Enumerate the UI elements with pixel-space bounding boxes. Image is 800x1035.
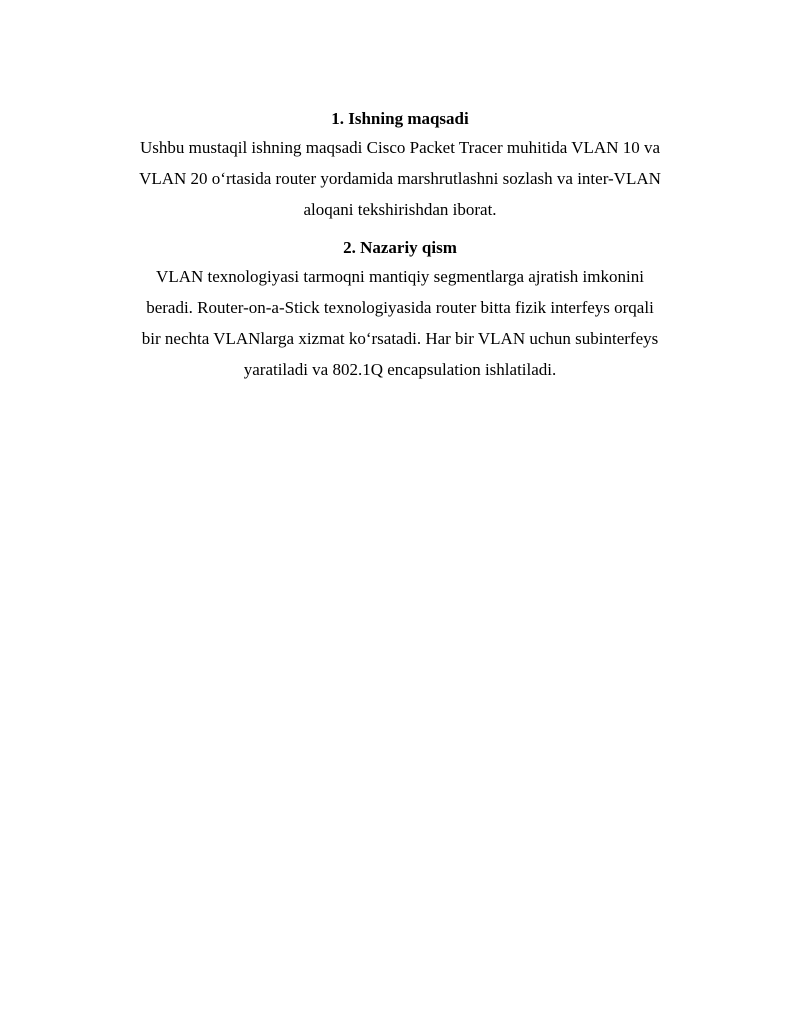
- paragraph-line: VLAN texnologiyasi tarmoqni mantiqiy segmentlarga ajratish imkonini: [156, 267, 644, 286]
- section-paragraph-purpose: [110, 132, 690, 225]
- paragraph-line: bir nechta VLANlarga xizmat ko‘rsatadi. Har bir VLAN uchun subinterfeys: [141, 329, 659, 348]
- section-heading-theory: 2. Nazariy qism: [343, 238, 457, 257]
- paragraph-line: aloqani tekshirishdan iborat.: [303, 200, 497, 219]
- section-heading-purpose: 1. Ishning maqsadi: [331, 109, 469, 128]
- section-purpose: [110, 106, 690, 225]
- section-paragraph-theory: [110, 261, 690, 385]
- paragraph-line: beradi. Router-on-a-Stick texnologiyasida router bitta fizik interfeys orqali: [146, 298, 654, 317]
- document-content: [110, 106, 690, 385]
- paragraph-line: yaratiladi va 802.1Q encapsulation ishlatiladi.: [243, 360, 557, 379]
- paragraph-line: Ushbu mustaqil ishning maqsadi Cisco Packet Tracer muhitida VLAN 10 va: [139, 138, 661, 157]
- section-theory: [110, 235, 690, 385]
- paragraph-line: VLAN 20 o‘rtasida router yordamida marshrutlashni sozlash va inter-VLAN: [139, 169, 661, 188]
